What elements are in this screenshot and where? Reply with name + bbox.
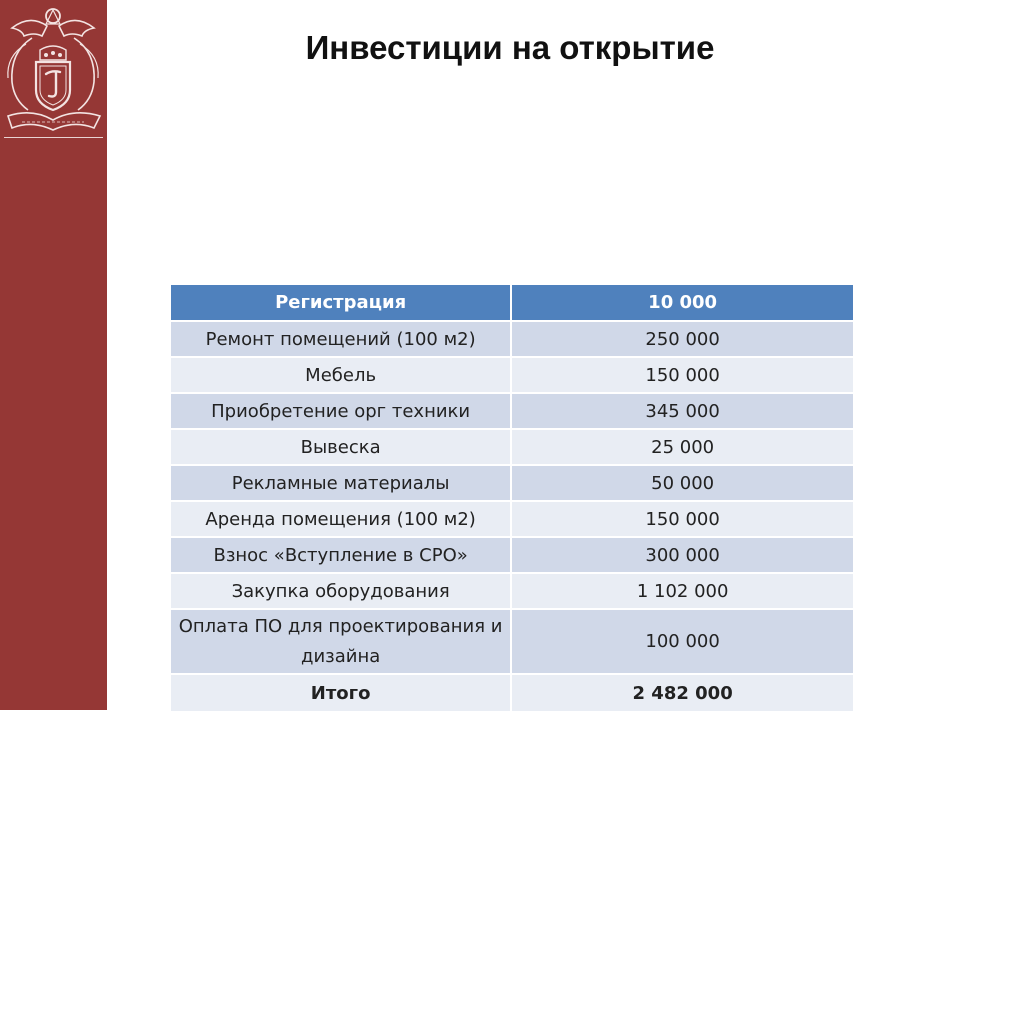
table-row bbox=[170, 321, 854, 357]
table-row bbox=[170, 501, 854, 537]
header-amount-cell: 10 000 bbox=[511, 284, 854, 321]
table-row bbox=[170, 537, 854, 573]
logo-divider bbox=[4, 137, 103, 138]
amount-cell: 345 000 bbox=[511, 393, 854, 429]
item-cell: Вывеска bbox=[170, 429, 511, 465]
investment-table bbox=[169, 283, 855, 713]
item-cell: Ремонт помещений (100 м2) bbox=[170, 321, 511, 357]
slide-title: Инвестиции на открытие bbox=[305, 29, 715, 66]
amount-cell: 50 000 bbox=[511, 465, 854, 501]
total-label-cell: Итого bbox=[170, 674, 511, 712]
side-bar bbox=[0, 0, 107, 710]
table-header-row bbox=[170, 284, 854, 321]
table-row bbox=[170, 609, 854, 674]
amount-cell: 150 000 bbox=[511, 357, 854, 393]
item-cell: Аренда помещения (100 м2) bbox=[170, 501, 511, 537]
crest-emblem-icon bbox=[2, 4, 105, 136]
item-cell: Рекламные материалы bbox=[170, 465, 511, 501]
header-item-cell: Регистрация bbox=[170, 284, 511, 321]
item-cell: Взнос «Вступление в СРО» bbox=[170, 537, 511, 573]
amount-cell: 1 102 000 bbox=[511, 573, 854, 609]
table-row bbox=[170, 465, 854, 501]
amount-cell: 300 000 bbox=[511, 537, 854, 573]
table-row bbox=[170, 573, 854, 609]
item-cell: Закупка оборудования bbox=[170, 573, 511, 609]
table-row bbox=[170, 429, 854, 465]
total-amount-cell: 2 482 000 bbox=[511, 674, 854, 712]
amount-cell: 250 000 bbox=[511, 321, 854, 357]
amount-cell: 100 000 bbox=[511, 609, 854, 674]
item-cell: Мебель bbox=[170, 357, 511, 393]
table-total-row bbox=[170, 674, 854, 712]
item-cell: Оплата ПО для проектирования и дизайна bbox=[170, 609, 511, 674]
item-cell: Приобретение орг техники bbox=[170, 393, 511, 429]
table-row bbox=[170, 357, 854, 393]
amount-cell: 150 000 bbox=[511, 501, 854, 537]
amount-cell: 25 000 bbox=[511, 429, 854, 465]
table-row bbox=[170, 393, 854, 429]
